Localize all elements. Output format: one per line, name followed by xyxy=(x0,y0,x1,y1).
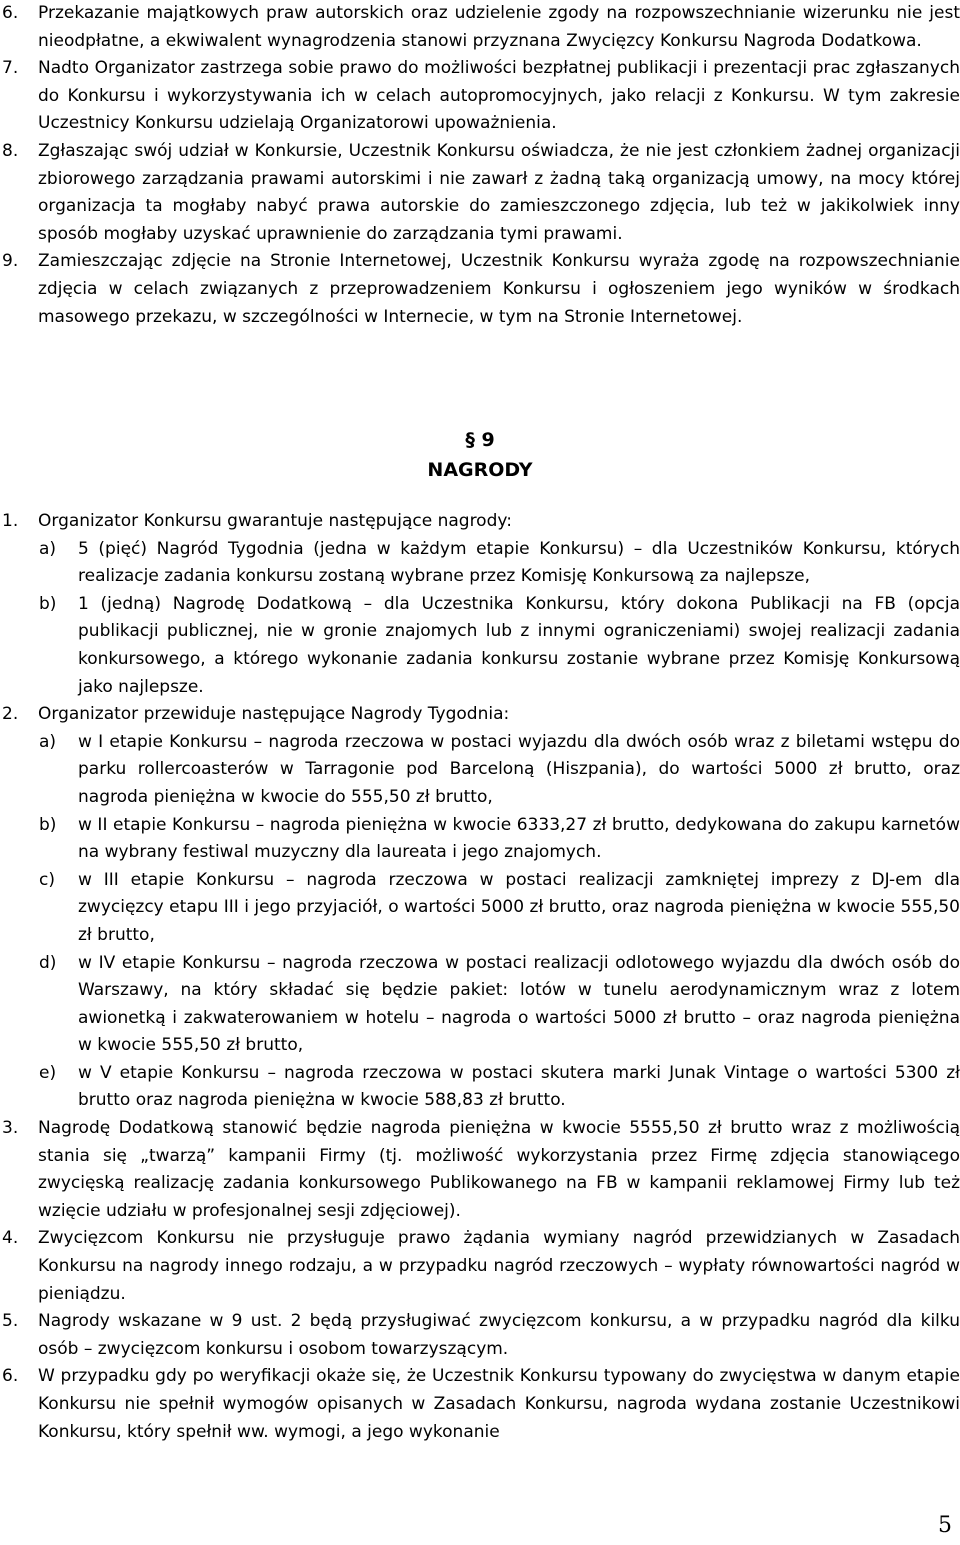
paragraph-number: 5. xyxy=(2,1311,19,1332)
paragraph-text: Organizator przewiduje następujące Nagrody Tygodnia: xyxy=(38,704,510,725)
point-letter: c) xyxy=(39,869,55,890)
paragraph-text: Zwycięzcom Konkursu nie przysługuje prawo żądania wymiany nagród przewidzianych w Zasadach Konkursu na nagrody innego rodzaju, a w przypadku nagród rzeczowych – wypłaty równowartości nagród w pieniądzu. xyxy=(38,1228,960,1304)
point-letter: a) xyxy=(39,731,57,752)
paragraph-number: 4. xyxy=(2,1228,19,1249)
prize-paragraph-4 xyxy=(0,1225,960,1308)
point-letter: a) xyxy=(39,538,57,559)
paragraph-text: Zamieszczając zdjęcie na Stronie Internetowej, Uczestnik Konkursu wyraża zgodę na rozpowszechnianie zdjęcia w celach związanych z przeprowadzeniem Konkursu i ogłoszeniem jego wyników w środkach masowego przekazu, w szczególności w Internecie, w tym na Stronie Internetowej. xyxy=(38,251,960,327)
paragraph-text: Nagrodę Dodatkową stanowić będzie nagroda pieniężna w kwocie 5555,50 zł brutto wraz z możliwością stania się „twarzą” kampanii Firmy (tj. możliwość wykorzystania przez Firmę zdjęcia stanowiącego zwycięską realizację zadania konkursowego Publikowanego na FB w kampanii reklamowej Firmy lub też wzięcie udziału w profesjonalnej sesji zdjęciowej). xyxy=(38,1118,960,1221)
prizes-section-body xyxy=(0,508,960,1446)
paragraph-text: Nagrody wskazane w 9 ust. 2 będą przysługiwać zwycięzcom konkursu, a w przypadku nagród dla kilku osób – zwycięzcom konkursu i osobom towarzyszącym. xyxy=(38,1311,960,1359)
point-text: w III etapie Konkursu – nagroda rzeczowa w postaci realizacji zamkniętej imprezy z DJ-em dla zwycięzcy etapu III i jego przyjaciół, o wartości 5000 zł brutto, oraz nagroda pieniężna w kwocie 555,50 zł brutto, xyxy=(78,869,960,945)
paragraph-number: 7. xyxy=(2,58,19,79)
paragraph-text: Przekazanie majątkowych praw autorskich oraz udzielenie zgody na rozpowszechnianie wizerunku nie jest nieodpłatne, a ekwiwalent wynagrodzenia stanowi przyznana Zwycięzcy Konkursu Nagroda Dodatkowa. xyxy=(38,3,960,51)
prize-1-point-b xyxy=(39,591,960,701)
paragraphs-6-9 xyxy=(0,0,960,331)
section-heading xyxy=(0,425,960,485)
prize-1-point-a xyxy=(39,536,960,591)
paragraph-text: Zgłaszając swój udział w Konkursie, Uczestnik Konkursu oświadcza, że nie jest członkiem żadnej organizacji zbiorowego zarządzania prawami autorskimi i nie zawarł z żadną taką organizacją umowy, na mocy której organizacja ta mogłaby nabyć prawa autorskie do zamieszczonego zdjęcia, lub też w jakikolwiek inny sposób mogłaby uzyskać uprawnienie do zarządzania tymi prawami. xyxy=(38,140,960,244)
paragraph-6 xyxy=(0,0,960,55)
paragraph-number: 6. xyxy=(2,3,19,23)
paragraph-number: 3. xyxy=(2,1118,19,1139)
paragraph-number: 2. xyxy=(2,704,19,725)
paragraph-8 xyxy=(0,138,960,248)
paragraph-text: Organizator Konkursu gwarantuje następujące nagrody: xyxy=(38,511,512,531)
page-number: 5 xyxy=(938,1513,952,1538)
point-text: 1 (jedną) Nagrodę Dodatkową – dla Uczestnika Konkursu, który dokona Publikacji na FB (opcja publikacji publicznej, nie w gronie znajomych lub z innymi ograniczeniami) swojej realizacji zadania konkursowego, a którego wykonanie zadania konkursu zostanie wybrane przez Komisję Konkursową jako najlepsze. xyxy=(78,593,960,697)
point-text: w V etapie Konkursu – nagroda rzeczowa w postaci skutera marki Junak Vintage o wartości 5300 zł brutto oraz nagroda pieniężna w kwocie 588,83 zł brutto. xyxy=(78,1062,960,1111)
paragraph-7 xyxy=(0,55,960,138)
point-text: 5 (pięć) Nagród Tygodnia (jedna w każdym etapie Konkursu) – dla Uczestników Konkursu, których realizacje zadania konkursu zostaną wybrane przez Komisję Konkursową za najlepsze, xyxy=(78,538,960,587)
paragraph-text: Nadto Organizator zastrzega sobie prawo do możliwości bezpłatnej publikacji i prezentacji prac zgłaszanych do Konkursu i wykorzystywania ich w celach autopromocyjnych, jako relacji z Konkursu. W tym zakresie Uczestnicy Konkursu udzielają Organizatorowi upoważnienia. xyxy=(38,58,960,134)
prize-paragraph-1 xyxy=(0,508,960,536)
paragraph-text: W przypadku gdy po weryfikacji okaże się, że Uczestnik Konkursu typowany do zwycięstwa w danym etapie Konkursu nie spełnił wymogów opisanych w Zasadach Konkursu, nagroda wydana zostanie Uczestnikowi Konkursu, który spełnił ww. wymogi, a jego wykonanie xyxy=(38,1366,960,1442)
paragraph-number: 9. xyxy=(2,251,19,272)
paragraph-number: 6. xyxy=(2,1366,19,1387)
prize-2-point-e xyxy=(39,1060,960,1115)
prize-2-point-b xyxy=(39,812,960,867)
paragraph-9 xyxy=(0,248,960,331)
paragraph-number: 8. xyxy=(2,140,19,161)
prize-paragraph-6 xyxy=(0,1363,960,1446)
point-letter: b) xyxy=(39,593,57,614)
point-text: w II etapie Konkursu – nagroda pieniężna w kwocie 6333,27 zł brutto, dedykowana do zakupu karnetów na wybrany festiwal muzyczny dla laureata i jego znajomych. xyxy=(78,814,960,863)
prize-2-point-a xyxy=(39,729,960,812)
paragraph-number: 1. xyxy=(2,511,19,531)
prize-2-point-c xyxy=(39,867,960,950)
point-letter: e) xyxy=(39,1062,57,1083)
prize-paragraph-3 xyxy=(0,1115,960,1225)
point-letter: d) xyxy=(39,952,57,973)
prize-2-point-d xyxy=(39,950,960,1060)
point-text: w I etapie Konkursu – nagroda rzeczowa w postaci wyjazdu dla dwóch osób wraz z biletami wstępu do parku rollercoasterów w Tarragonie pod Barceloną (Hiszpania), do wartości 5000 zł brutto, oraz nagroda pieniężna w kwocie do 555,50 zł brutto, xyxy=(78,731,960,807)
prize-paragraph-5 xyxy=(0,1308,960,1363)
point-letter: b) xyxy=(39,814,57,835)
section-title: NAGRODY xyxy=(427,459,533,481)
point-text: w IV etapie Konkursu – nagroda rzeczowa w postaci realizacji odlotowego wyjazdu dla dwóch osób do Warszawy, na który składać się będzie pakiet: lotów w tunelu aerodynamicznym wraz z lotem awionetką i zakwaterowaniem w hotelu – nagroda o wartości 5000 zł brutto – oraz nagroda pieniężna w kwocie 555,50 zł brutto, xyxy=(78,952,960,1056)
prize-paragraph-2 xyxy=(0,701,960,729)
section-number: § 9 xyxy=(465,429,495,451)
